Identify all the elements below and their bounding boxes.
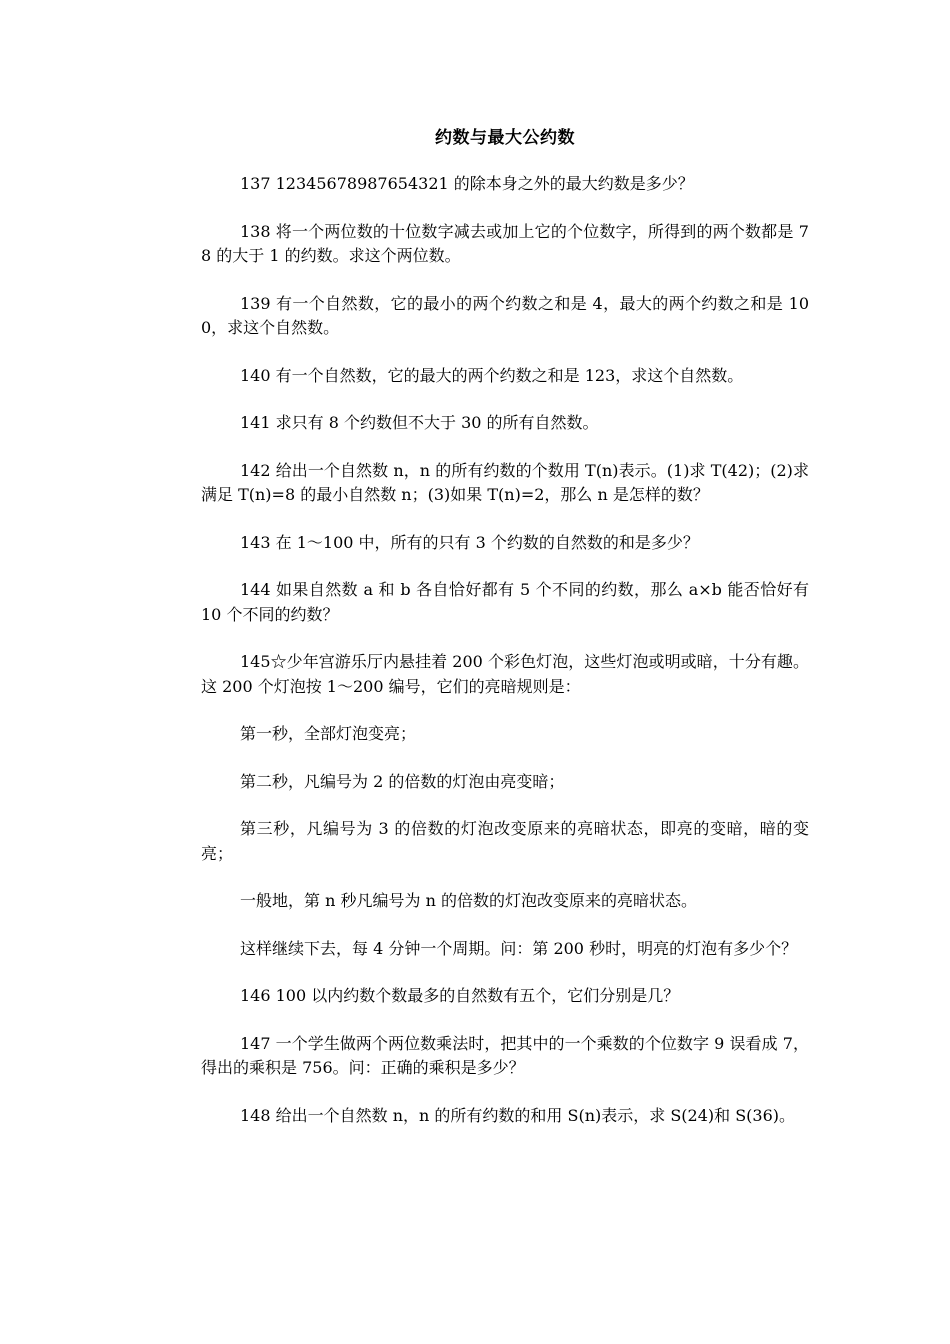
- paragraph-147: 147 一个学生做两个两位数乘法时，把其中的一个乘数的个位数字 9 误看成 7，得出的乘积是 756。问：正确的乘积是多少？: [201, 1033, 809, 1077]
- paragraph-145-question: 这样继续下去，每 4 分钟一个周期。问：第 200 秒时，明亮的灯泡有多少个？: [240, 938, 798, 958]
- paragraph-142: 142 给出一个自然数 n，n 的所有约数的个数用 T(n)表示。(1)求 T(42)；(2)求满足 T(n)=8 的最小自然数 n；(3)如果 T(n)=2，那么 n 是怎样的数？: [201, 460, 809, 504]
- paragraph-145: 145☆少年宫游乐厅内悬挂着 200 个彩色灯泡，这些灯泡或明或暗，十分有趣。这 200 个灯泡按 1～200 编号，它们的亮暗规则是：: [201, 652, 809, 696]
- paragraph-144: 144 如果自然数 a 和 b 各自恰好都有 5 个不同的约数，那么 a×b 能否恰好有 10 个不同的约数？: [201, 580, 809, 624]
- paragraph-143: 143 在 1～100 中，所有的只有 3 个约数的自然数的和是多少？: [240, 532, 699, 552]
- paragraph-137: 137 12345678987654321 的除本身之外的最大约数是多少？: [240, 174, 694, 193]
- paragraph-146: 146 100 以内约数个数最多的自然数有五个，它们分别是几？: [240, 986, 680, 1005]
- document-body: [201, 172, 809, 1151]
- paragraph-148: 148 给出一个自然数 n，n 的所有约数的和用 S(n)表示，求 S(24)和 S(36)。: [240, 1105, 796, 1125]
- paragraph-138: 138 将一个两位数的十位数字减去或加上它的个位数字，所得到的两个数都是 78 的大于 1 的约数。求这个两位数。: [201, 221, 809, 265]
- paragraph-145-general: 一般地，第 n 秒凡编号为 n 的倍数的灯泡改变原来的亮暗状态。: [240, 891, 697, 910]
- paragraph-145-step-1: 第一秒，全部灯泡变亮；: [240, 724, 417, 743]
- page-title: 约数与最大公约数: [435, 128, 575, 148]
- paragraph-139: 139 有一个自然数，它的最小的两个约数之和是 4，最大的两个约数之和是 100，求这个自然数。: [201, 293, 809, 337]
- paragraph-140: 140 有一个自然数，它的最大的两个约数之和是 123，求这个自然数。: [240, 365, 744, 385]
- paragraph-141: 141 求只有 8 个约数但不大于 30 的所有自然数。: [240, 413, 599, 432]
- paragraph-145-step-3: 第三秒，凡编号为 3 的倍数的灯泡改变原来的亮暗状态，即亮的变暗，暗的变亮；: [201, 819, 809, 863]
- paragraph-145-step-2: 第二秒，凡编号为 2 的倍数的灯泡由亮变暗；: [240, 771, 565, 791]
